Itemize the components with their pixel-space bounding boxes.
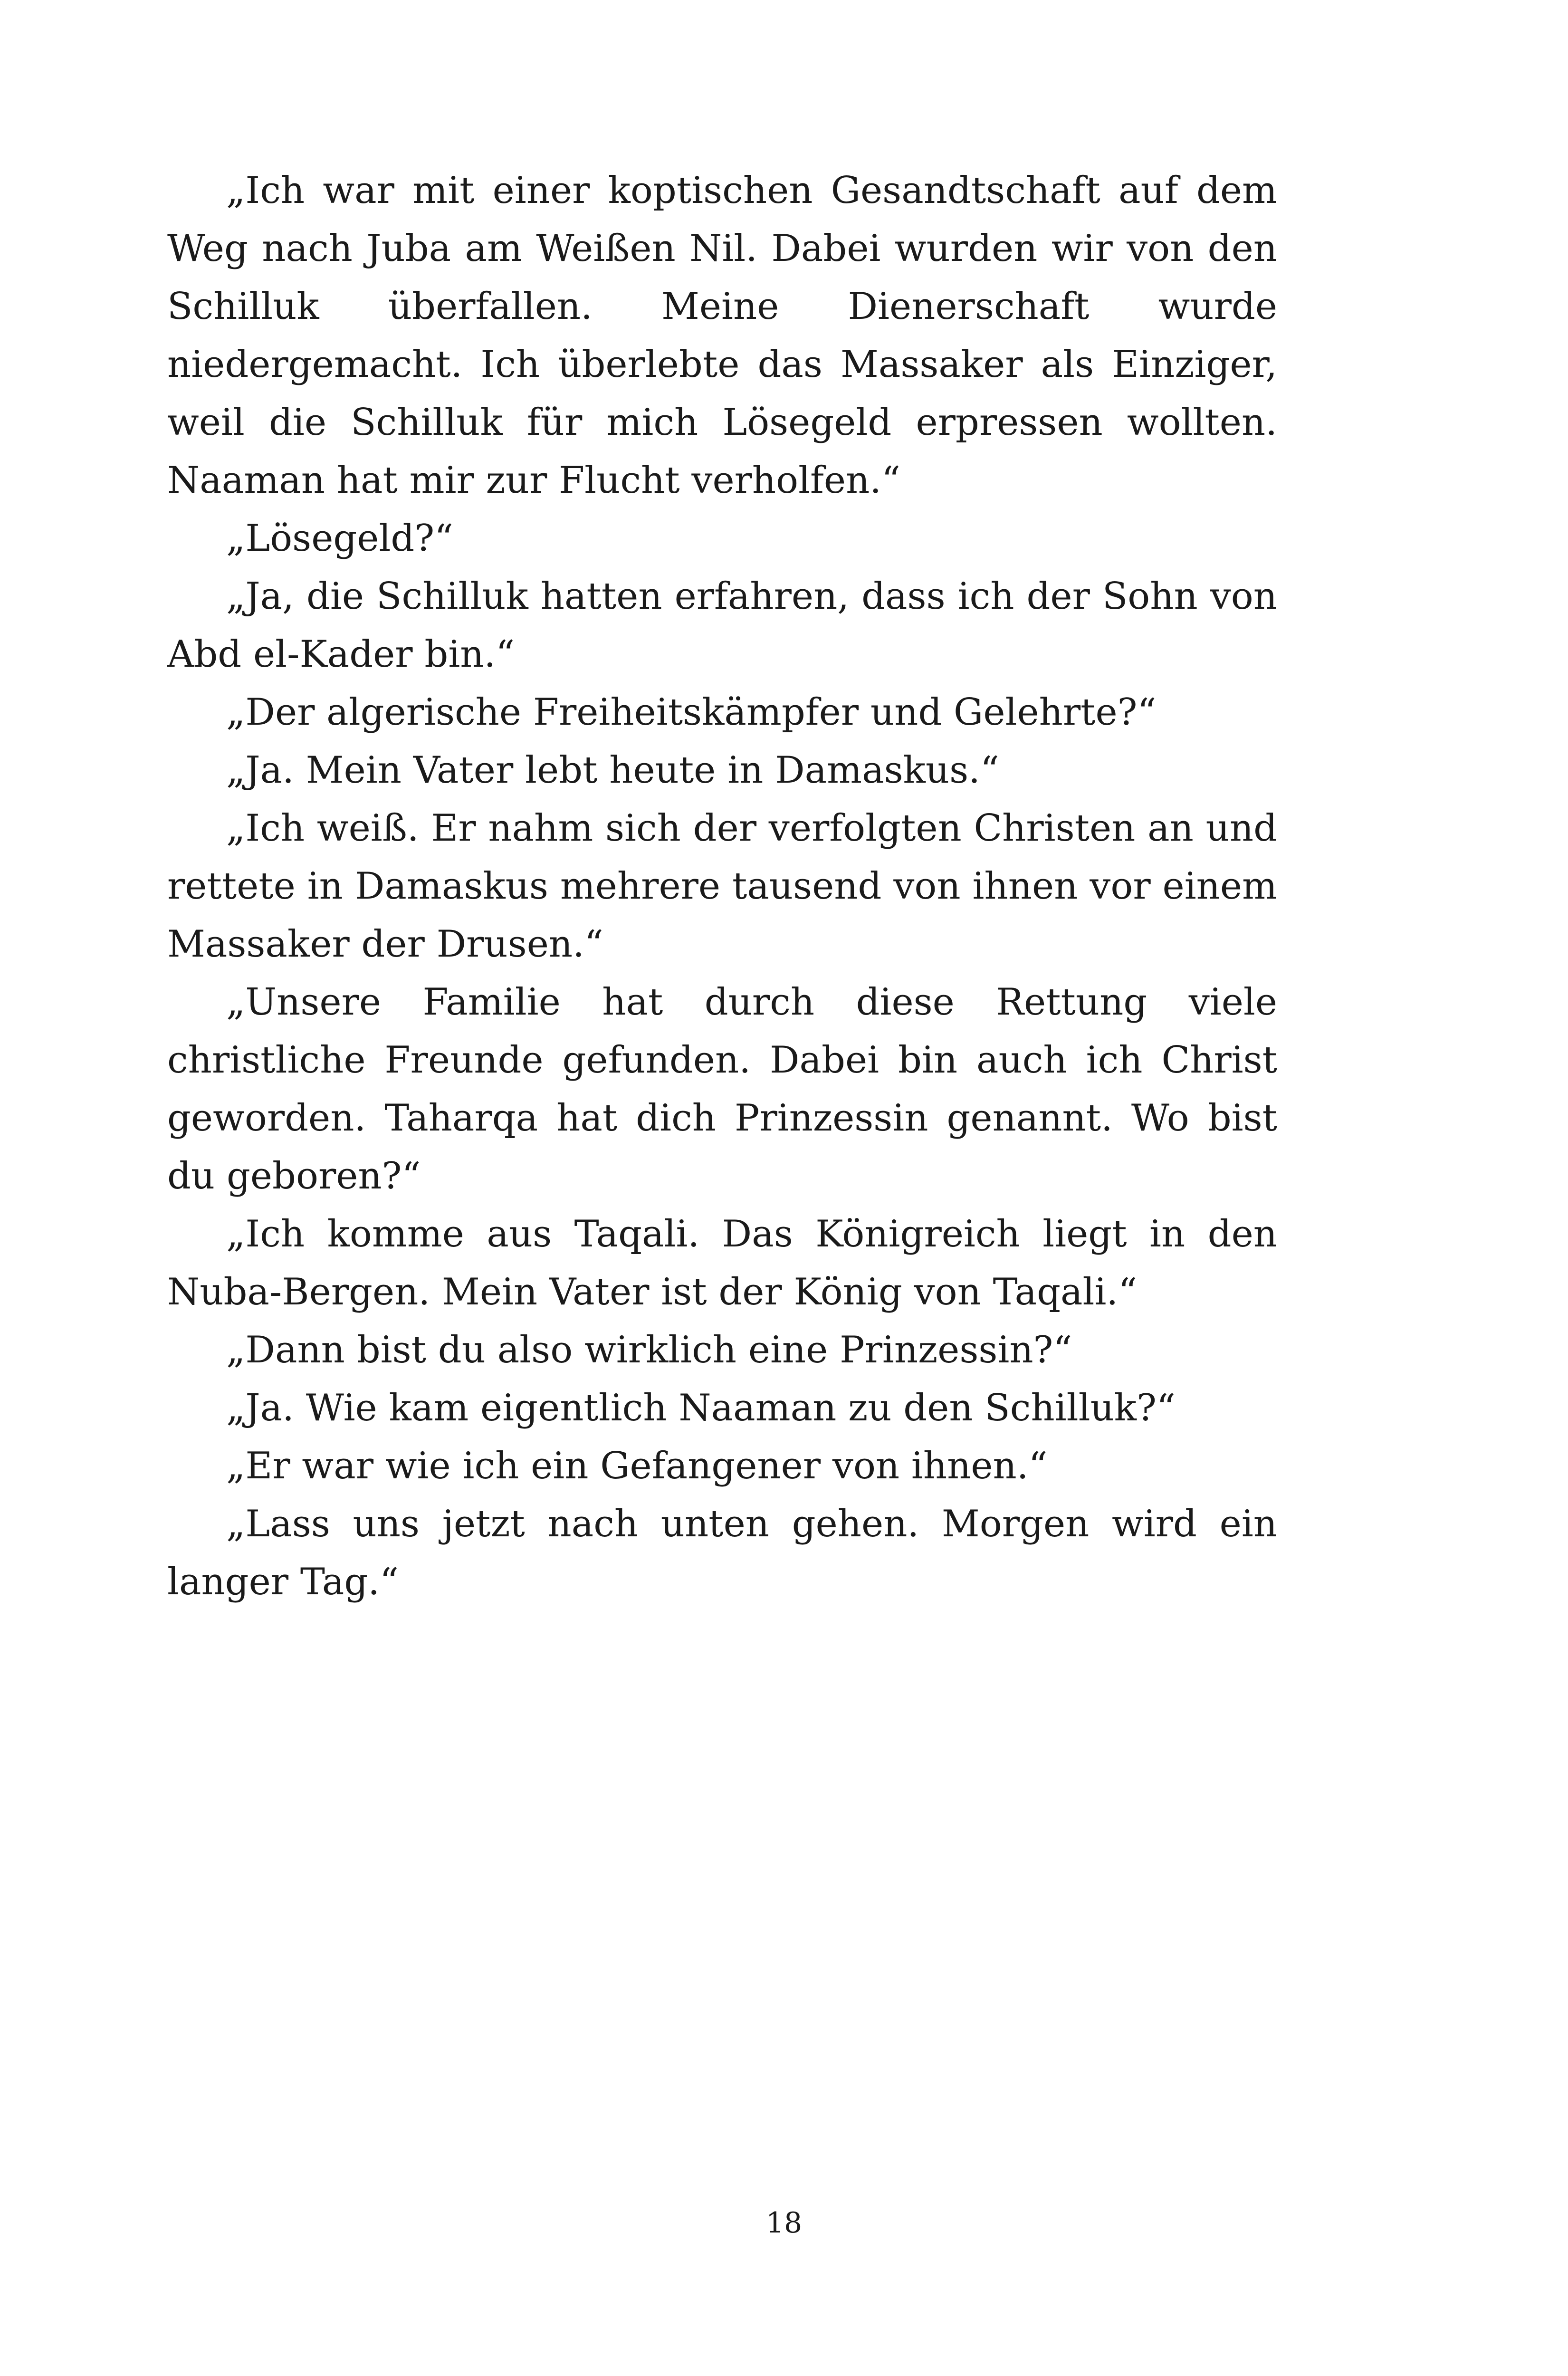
paragraph-9: „Dann bist du also wirklich eine Prinzessin?“ [226, 1329, 1072, 1371]
paragraph-4: „Der algerische Freiheitskämpfer und Gelehrte?“ [226, 691, 1157, 734]
paragraph-7: „Unsere Familie hat durch diese Rettung viele christliche Freunde gefunden. Dabei bin auch ich Christ geworden. Taharqa hat dich Prinzessin genannt. Wo bist du geboren?“ [167, 981, 1277, 1198]
paragraph-5: „Ja. Mein Vater lebt heute in Damaskus.“ [226, 749, 999, 792]
paragraph-12: „Lass uns jetzt nach unten gehen. Morgen wird ein langer Tag.“ [167, 1503, 1277, 1603]
page-number: 18 [765, 2206, 803, 2240]
paragraph-3: „Ja, die Schilluk hatten erfahren, dass ich der Sohn von Abd el-Kader bin.“ [167, 575, 1277, 676]
paragraph-1: „Ich war mit einer koptischen Gesandtschaft auf dem Weg nach Juba am Weißen Nil. Dabei wurden wir von den Schilluk überfallen. Meine Dienerschaft wurde niedergemacht. Ich überlebte das Massaker als Einziger, weil die Schilluk für mich Lösegeld erpressen wollten. Naaman hat mir zur Flucht verholfen.“ [167, 169, 1277, 502]
paragraph-8: „Ich komme aus Taqali. Das Königreich liegt in den Nuba-Bergen. Mein Vater ist der König von Taqali.“ [167, 1213, 1277, 1313]
paragraph-10: „Ja. Wie kam eigentlich Naaman zu den Schilluk?“ [226, 1387, 1176, 1429]
paragraph-11: „Er war wie ich ein Gefangener von ihnen.“ [226, 1445, 1048, 1487]
paragraph-6: „Ich weiß. Er nahm sich der verfolgten Christen an und rettete in Damaskus mehrere tausend von ihnen vor einem Massaker der Drusen.“ [167, 807, 1277, 966]
body-text [167, 162, 1277, 1611]
paragraph-2: „Lösegeld?“ [226, 517, 454, 560]
